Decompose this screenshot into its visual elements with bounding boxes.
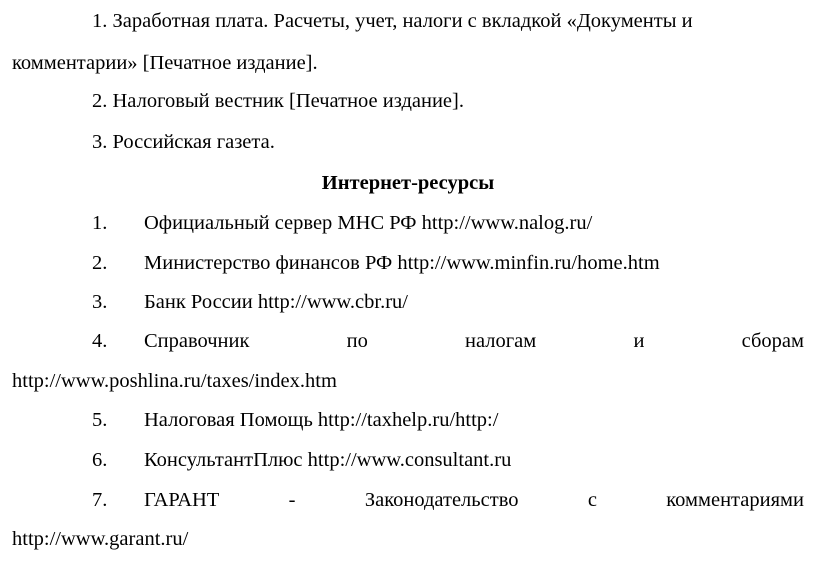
item-text: КонсультантПлюс bbox=[144, 449, 308, 471]
internet-item-7-url-line bbox=[12, 526, 804, 552]
item-number: 7. bbox=[92, 489, 108, 511]
internet-item-3 bbox=[92, 289, 804, 315]
print-item-2: 2. Налоговый вестник [Печатное издание]. bbox=[92, 90, 464, 112]
item-word: сборам bbox=[741, 330, 804, 352]
item-word: - bbox=[288, 489, 296, 511]
internet-item-2 bbox=[92, 250, 804, 276]
internet-item-5 bbox=[92, 407, 804, 433]
internet-item-6 bbox=[92, 447, 804, 473]
internet-item-4 bbox=[92, 328, 804, 354]
item-word: и bbox=[633, 330, 645, 352]
item-word: с bbox=[587, 489, 597, 511]
item-number: 3. bbox=[92, 291, 108, 313]
item-number: 5. bbox=[92, 409, 108, 431]
internet-item-4-url-line bbox=[12, 368, 804, 394]
item-number: 2. bbox=[92, 252, 108, 274]
internet-resources-heading: Интернет-ресурсы bbox=[321, 172, 495, 194]
item-word: налогам bbox=[465, 330, 537, 352]
item-word: Законодательство bbox=[364, 489, 519, 511]
item-text: Официальный сервер МНС РФ bbox=[144, 212, 422, 234]
item-number: 4. bbox=[92, 330, 108, 352]
item-text: Налоговая Помощь bbox=[144, 409, 318, 431]
item-word: Справочник bbox=[144, 330, 250, 352]
link-minfin[interactable]: http://www.minfin.ru/home.htm bbox=[397, 252, 660, 274]
link-consultant[interactable]: http://www.consultant.ru bbox=[307, 449, 512, 471]
internet-item-1 bbox=[92, 210, 804, 236]
link-cbr[interactable]: http://www.cbr.ru/ bbox=[257, 291, 408, 313]
item-number: 1. bbox=[92, 212, 108, 234]
item-number: 6. bbox=[92, 449, 108, 471]
item-word: комментариями bbox=[666, 489, 804, 511]
link-nalog[interactable]: http://www.nalog.ru/ bbox=[421, 212, 593, 234]
item-word: ГАРАНТ bbox=[144, 489, 220, 511]
print-item-3: 3. Российская газета. bbox=[92, 131, 275, 153]
print-item-1-line1: 1. Заработная плата. Расчеты, учет, налоги с вкладкой «Документы и bbox=[92, 10, 693, 32]
link-taxhelp[interactable]: http://taxhelp.ru/http:/ bbox=[317, 409, 499, 431]
link-poshlina[interactable]: http://www.poshlina.ru/taxes/index.htm bbox=[12, 370, 337, 392]
item-word: по bbox=[346, 330, 368, 352]
link-garant[interactable]: http://www.garant.ru/ bbox=[12, 528, 189, 550]
item-text: Министерство финансов РФ bbox=[144, 252, 398, 274]
internet-item-7 bbox=[92, 487, 804, 513]
item-text: Банк России bbox=[144, 291, 258, 313]
print-item-1-line2: комментарии» [Печатное издание]. bbox=[12, 52, 318, 74]
